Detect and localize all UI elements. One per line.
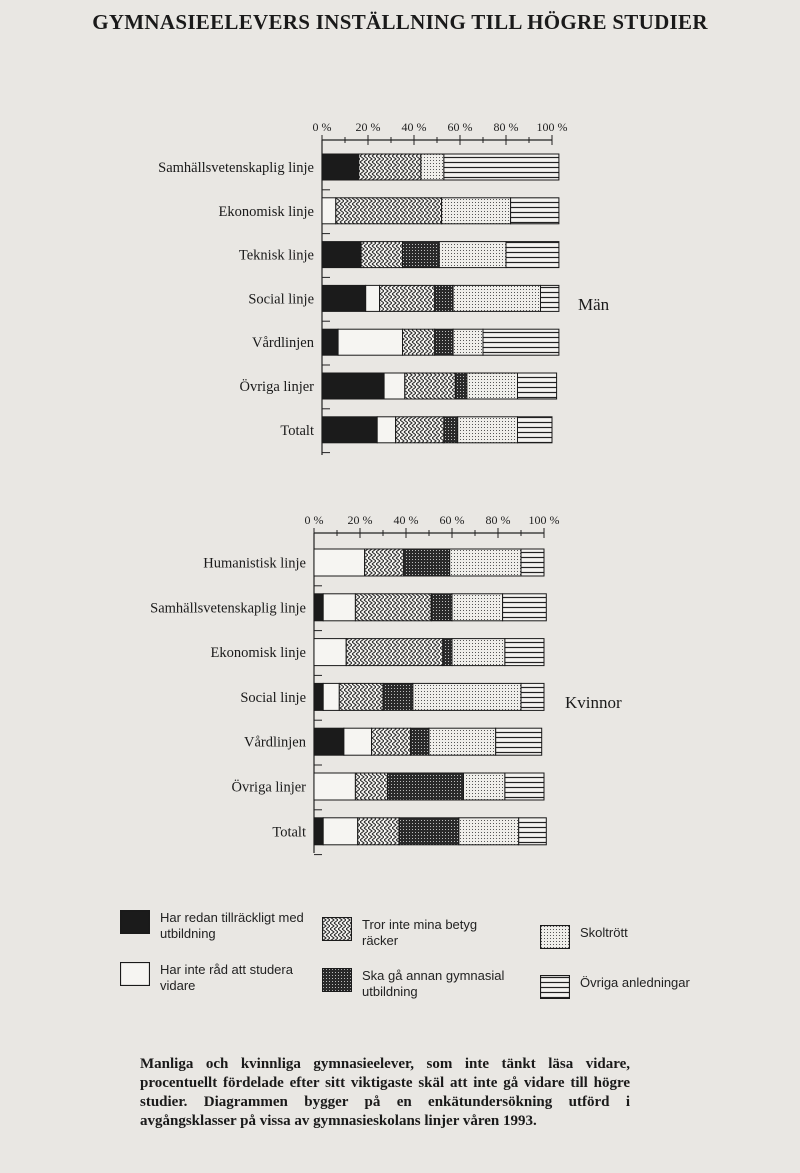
legend-label-skoltrott: Skoltrött xyxy=(580,925,628,940)
bar-segment-women-skoltrott xyxy=(459,818,519,845)
bar-segment-men-ovriga xyxy=(483,329,559,355)
bar-segment-women-ovriga xyxy=(521,683,544,710)
bar-segment-women-betyg xyxy=(346,639,443,666)
bar-segment-men-skoltrott xyxy=(453,329,483,355)
x-tick-label-women: 40 % xyxy=(393,513,419,527)
bar-segment-women-ovriga xyxy=(505,639,544,666)
bar-segment-men-betyg xyxy=(361,242,402,268)
bar-segment-men-annan xyxy=(403,242,440,268)
bar-segment-men-redan xyxy=(322,373,384,399)
bar-segment-women-rad xyxy=(344,728,372,755)
page-title: GYMNASIEELEVERS INSTÄLLNING TILL HÖGRE STUDIER xyxy=(92,10,708,34)
group-label-men: Män xyxy=(578,295,610,314)
bar-segment-men-skoltrott xyxy=(442,198,511,224)
category-label-men: Social linje xyxy=(248,291,314,308)
bar-segment-women-rad xyxy=(323,818,358,845)
x-tick-label-men: 80 % xyxy=(493,120,519,134)
x-tick-label-women: 60 % xyxy=(439,513,465,527)
bar-segment-men-rad xyxy=(384,373,405,399)
bar-segment-men-betyg xyxy=(380,285,435,311)
bar-segment-women-rad xyxy=(323,683,339,710)
bar-segment-women-annan xyxy=(399,818,459,845)
bar-segment-men-skoltrott xyxy=(421,154,444,180)
bar-segment-men-annan xyxy=(455,373,467,399)
bar-segment-women-annan xyxy=(388,773,464,800)
bar-segment-women-ovriga xyxy=(496,728,542,755)
x-tick-label-men: 0 % xyxy=(312,120,332,134)
bar-segment-women-betyg xyxy=(339,683,383,710)
bar-segment-women-ovriga xyxy=(521,549,544,576)
x-tick-label-women: 20 % xyxy=(347,513,373,527)
category-label-men: Övriga linjer xyxy=(239,379,314,395)
category-label-men: Samhällsvetenskaplig linje xyxy=(158,160,314,176)
category-label-men: Vårdlinjen xyxy=(251,335,314,352)
bar-segment-women-annan xyxy=(383,683,413,710)
bar-segment-men-redan xyxy=(322,242,361,268)
legend-label-betyg: Tror inte mina betyg räcker xyxy=(362,917,478,948)
bar-segment-women-annan xyxy=(431,594,452,621)
bar-segment-women-redan xyxy=(314,683,323,710)
category-label-women: Social linje xyxy=(240,689,306,706)
bar-segment-men-ovriga xyxy=(444,154,559,180)
x-tick-label-men: 20 % xyxy=(355,120,381,134)
legend-label-annan: Ska gå annan gymnasial utbildning xyxy=(362,968,505,999)
category-label-men: Totalt xyxy=(280,422,314,439)
bar-segment-men-redan xyxy=(322,285,366,311)
category-label-women: Samhällsvetenskaplig linje xyxy=(150,600,306,617)
bar-segment-men-ovriga xyxy=(518,417,553,443)
category-label-women: Övriga linjer xyxy=(231,779,306,796)
chart-men xyxy=(158,120,610,455)
legend-label-rad: Har inte råd att studera vidare xyxy=(160,962,293,993)
bar-segment-women-ovriga xyxy=(505,773,544,800)
figure-caption: Manliga och kvinnliga gymnasieelever, som inte tänkt läsa vidare, procentuellt fördelade efter sitt viktigaste skäl att inte gå vidare till högre studier. Diagrammen bygger på en enkätundersökning utförd i avgångsklasser på vissa av gymnasieskolans linjer våren 1993. xyxy=(140,1056,630,1129)
bar-segment-women-redan xyxy=(314,728,344,755)
bar-segment-women-annan xyxy=(404,549,450,576)
bar-segment-women-betyg xyxy=(372,728,411,755)
bar-segment-men-redan xyxy=(322,417,377,443)
bar-segment-men-ovriga xyxy=(511,198,559,224)
category-label-men: Ekonomisk linje xyxy=(218,203,314,220)
bar-segment-men-annan xyxy=(435,285,453,311)
category-label-women: Ekonomisk linje xyxy=(210,645,306,662)
x-tick-label-men: 40 % xyxy=(401,120,427,134)
bar-segment-women-betyg xyxy=(358,818,399,845)
bar-segment-men-rad xyxy=(322,198,336,224)
bar-segment-women-rad xyxy=(323,594,355,621)
category-label-women: Totalt xyxy=(272,824,306,841)
bar-segment-men-rad xyxy=(338,329,402,355)
bar-segment-men-annan xyxy=(444,417,458,443)
category-label-women: Vårdlinjen xyxy=(243,734,306,751)
bar-segment-women-annan xyxy=(443,639,452,666)
bar-segment-men-betyg xyxy=(405,373,456,399)
bar-segment-men-ovriga xyxy=(506,242,559,268)
bar-segment-men-annan xyxy=(435,329,453,355)
bar-segment-women-rad xyxy=(314,773,355,800)
bar-segment-men-redan xyxy=(322,154,359,180)
bar-segment-men-betyg xyxy=(359,154,421,180)
x-tick-label-women: 0 % xyxy=(304,513,324,527)
bar-segment-women-ovriga xyxy=(519,818,547,845)
category-label-women: Humanistisk linje xyxy=(203,555,306,572)
bar-segment-women-skoltrott xyxy=(429,728,496,755)
bar-segment-men-betyg xyxy=(403,329,435,355)
bar-segment-women-skoltrott xyxy=(413,683,521,710)
group-label-women: Kvinnor xyxy=(565,693,622,712)
bar-segment-women-rad xyxy=(314,549,365,576)
bar-segment-women-annan xyxy=(411,728,429,755)
x-tick-label-women: 80 % xyxy=(485,513,511,527)
bar-segment-women-redan xyxy=(314,818,323,845)
bar-segment-women-skoltrott xyxy=(452,594,503,621)
bar-segment-men-skoltrott xyxy=(439,242,506,268)
bar-segment-men-ovriga xyxy=(541,285,559,311)
bar-segment-men-skoltrott xyxy=(467,373,518,399)
bar-segment-women-betyg xyxy=(355,594,431,621)
bar-segment-women-ovriga xyxy=(503,594,547,621)
chart-women xyxy=(150,513,622,855)
bar-segment-men-betyg xyxy=(336,198,442,224)
bar-segment-men-skoltrott xyxy=(453,285,540,311)
bar-segment-men-ovriga xyxy=(518,373,557,399)
x-tick-label-men: 60 % xyxy=(447,120,473,134)
bar-segment-men-rad xyxy=(366,285,380,311)
bar-segment-men-skoltrott xyxy=(458,417,518,443)
bar-segment-women-skoltrott xyxy=(452,639,505,666)
bar-segment-women-betyg xyxy=(365,549,404,576)
bar-segment-women-skoltrott xyxy=(464,773,505,800)
bar-segment-women-skoltrott xyxy=(450,549,521,576)
legend-label-ovriga: Övriga anledningar xyxy=(580,975,690,990)
bar-segment-women-redan xyxy=(314,594,323,621)
bar-segment-women-betyg xyxy=(355,773,387,800)
x-tick-label-men: 100 % xyxy=(536,120,568,134)
bar-segment-men-redan xyxy=(322,329,338,355)
legend-label-redan: Har redan tillräckligt med utbildning xyxy=(160,910,304,941)
bar-segment-men-rad xyxy=(377,417,395,443)
x-tick-label-women: 100 % xyxy=(528,513,560,527)
bar-segment-women-rad xyxy=(314,639,346,666)
bar-segment-men-betyg xyxy=(396,417,444,443)
category-label-men: Teknisk linje xyxy=(238,247,314,264)
